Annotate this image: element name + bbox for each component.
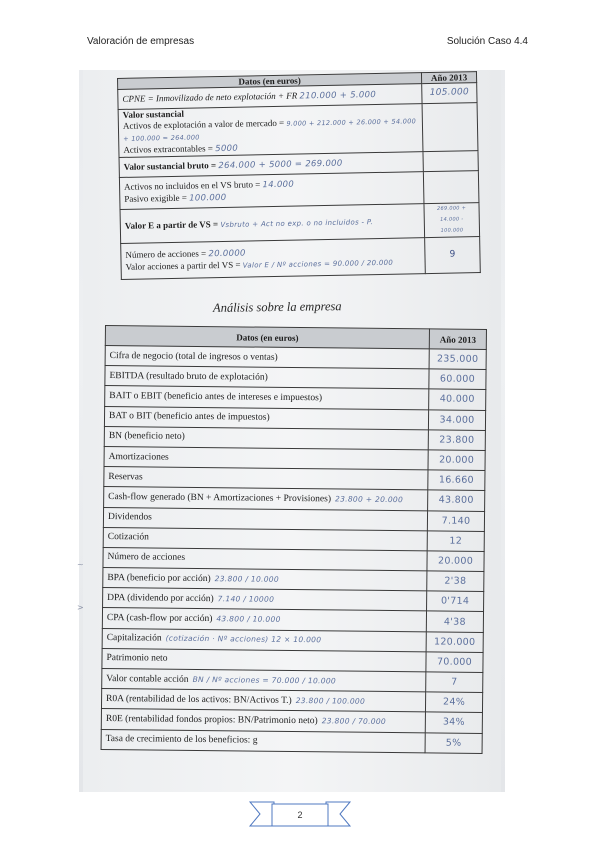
row-label: Valor contable acción (106, 673, 189, 685)
row-label: Número de acciones = (125, 247, 207, 260)
row-value: 34% (425, 712, 482, 733)
row-label: DPA (dividendo por acción) (107, 592, 214, 604)
row-value: 7 (426, 672, 483, 693)
handwritten-note: 7.140 / 10000 (217, 594, 275, 604)
column-header-data: Datos (en euros) (105, 326, 429, 349)
row-value: 4'38 (426, 611, 483, 632)
page-footer (248, 798, 352, 832)
row-value: 105.000 (422, 83, 477, 104)
row-label: Número de acciones (107, 552, 186, 564)
row-label: R0E (rentabilidad fondos propios: BN/Patrimonio neto) (105, 713, 318, 727)
row-value: 43.800 (428, 490, 485, 511)
handwritten-note: 20.0000 (208, 248, 246, 259)
margin-mark: ~ (77, 560, 84, 569)
column-header-year: Año 2013 (421, 72, 476, 84)
header-title: Valoración de empresas (87, 36, 195, 47)
row-label: Patrimonio neto (106, 653, 168, 665)
handwritten-note: (cotización · Nº acciones) 12 × 10.000 (165, 633, 322, 645)
table-row (118, 103, 478, 158)
row-sublabel: Activos extracontables = (123, 143, 214, 155)
valuation-table (117, 71, 481, 280)
row-value: 7.140 (427, 510, 484, 531)
row-label: Dividendos (107, 512, 152, 523)
row-label: Cash-flow generado (BN + Amortizaciones + Provisiones) (108, 491, 332, 505)
row-sublabel: Activos de explotación a valor de mercado = (122, 117, 285, 131)
row-label: BN (beneficio neto) (108, 431, 185, 443)
row-label: Valor sustancial bruto = (123, 159, 217, 172)
row-value: 0'714 (427, 591, 484, 612)
row-label: BPA (beneficio por acción) (107, 572, 211, 584)
table-row (101, 729, 482, 753)
row-value: 235.000 (429, 349, 486, 370)
row-label: R0A (rentabilidad de los activos: BN/Activos T.) (106, 693, 292, 706)
row-label: CPA (cash-flow por acción) (106, 613, 213, 625)
table-row (121, 237, 481, 280)
row-value: 40.000 (429, 389, 486, 410)
row-value: 2'38 (427, 571, 484, 592)
paper-sheet (77, 70, 501, 792)
row-label: Capitalización (106, 633, 162, 644)
row-value: 70.000 (426, 652, 483, 673)
margin-mark: > (77, 603, 84, 612)
row-value (422, 103, 478, 152)
handwritten-note: 23.800 / 100.000 (295, 695, 366, 706)
row-label: Valor sustancial (122, 108, 185, 120)
handwritten-note: 14.000 (262, 179, 295, 190)
row-sublabel: Pasivo exigible = (124, 192, 187, 204)
row-label: Cotización (107, 532, 149, 543)
row-sublabel: Valor acciones a partir del VS = (125, 259, 241, 272)
row-value: 23.800 (428, 430, 485, 451)
row-value: 5% (425, 732, 482, 753)
photo-of-worksheet (79, 70, 505, 792)
row-label: CPNE = Inmovilizado de neto explotación + FR (122, 90, 298, 104)
handwritten-note: 100.000 (189, 192, 227, 204)
row-value: 12 (427, 531, 484, 552)
row-value: 60.000 (429, 369, 486, 390)
row-value: 120.000 (426, 632, 483, 653)
row-value: 269.000 + 14.000 - 100.000 (424, 203, 480, 238)
page-number: 2 (297, 810, 303, 820)
handwritten-note: Vsbruto + Act no exp. o no incluidos - P. (220, 217, 374, 229)
handwritten-note: 23.800 / 10.000 (214, 573, 280, 584)
row-value: 34.000 (428, 409, 485, 430)
section-title: Análisis sobre la empresa (212, 299, 342, 315)
table-body (101, 346, 486, 754)
row-label: Activos no incluidos en el VS bruto = (123, 178, 261, 192)
handwritten-note: Valor E / Nº acciones = 90.000 / 20.000 (242, 258, 394, 270)
row-label: Amortizaciones (108, 451, 169, 463)
row-value: 20.000 (427, 551, 484, 572)
row-label: Valor E a partir de VS = (124, 218, 219, 231)
handwritten-note: 23.800 + 20.000 (334, 494, 404, 505)
handwritten-note: 23.800 / 70.000 (321, 716, 387, 726)
column-header-data: Datos (en euros) (118, 73, 422, 90)
row-value (423, 151, 478, 172)
handwritten-note: 9.000 + 212.000 + 26.000 + 54.000 + 100.000 = 264.000 (123, 117, 417, 143)
header-subtitle: Solución Caso 4.4 (446, 36, 528, 47)
column-header-year: Año 2013 (429, 329, 486, 350)
row-label: BAT o BIT (beneficio antes de impuestos) (108, 411, 270, 423)
row-label: Cifra de negocio (total de ingresos o ventas) (109, 350, 278, 363)
handwritten-note: 210.000 + 5.000 (299, 89, 377, 101)
handwritten-note: 264.000 + 5000 = 269.000 (218, 158, 343, 171)
row-label: EBITDA (resultado bruto de explotación) (109, 370, 268, 383)
row-label: Tasa de crecimiento de los beneficios: g (105, 734, 258, 746)
row-value: 20.000 (428, 450, 485, 471)
handwritten-note: 5000 (215, 143, 239, 155)
company-analysis-table (101, 325, 487, 754)
handwritten-note: BN / Nº acciones = 70.000 / 10.000 (192, 674, 337, 686)
row-label: BAIT o EBIT (beneficio antes de intereses e impuestos) (109, 391, 323, 404)
row-value: 16.660 (428, 470, 485, 491)
row-value (423, 171, 479, 204)
row-value: 24% (425, 692, 482, 713)
row-value: 9 (425, 237, 481, 274)
row-label: Reservas (108, 471, 143, 483)
handwritten-note: 43.800 / 10.000 (216, 614, 281, 624)
